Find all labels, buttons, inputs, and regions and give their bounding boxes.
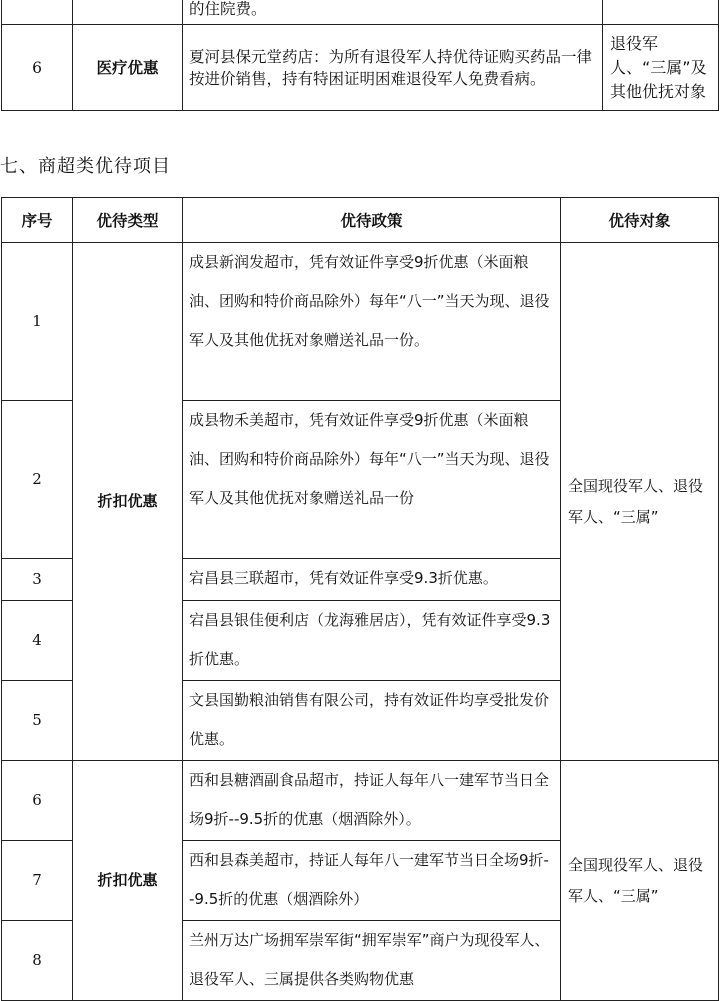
cell-policy: 宕昌县银佳便利店（龙海雅居店），凭有效证件享受9.3折优惠。 bbox=[183, 601, 561, 681]
cell-no: 4 bbox=[2, 601, 73, 681]
cell-type bbox=[73, 0, 183, 25]
cell-type: 折扣优惠 bbox=[73, 243, 183, 761]
header-type: 优待类型 bbox=[73, 198, 183, 243]
table-row bbox=[2, 25, 719, 111]
section-heading: 七、商超类优待项目 bbox=[0, 156, 171, 177]
cell-policy: 西和县森美超市，持证人每年八一建军节当日全场9折--9.5折的优惠（烟酒除外） bbox=[183, 841, 561, 921]
cell-type: 医疗优惠 bbox=[73, 25, 183, 111]
cell-no: 5 bbox=[2, 681, 73, 761]
cell-policy: 成县新润发超市，凭有效证件享受9折优惠（米面粮油、团购和特价商品除外）每年“八一”当天为现、退役军人及其他优抚对象赠送礼品一份。 bbox=[183, 243, 561, 401]
cell-target: 退役军人、“三属”及其他优抚对象 bbox=[603, 25, 719, 111]
cell-no: 1 bbox=[2, 243, 73, 401]
cell-target: 全国现役军人、退役军人、“三属” bbox=[561, 761, 719, 1001]
cell-target: 全国现役军人、退役军人、“三属” bbox=[561, 243, 719, 761]
cell-no: 6 bbox=[2, 761, 73, 841]
cell-no bbox=[2, 0, 73, 25]
cell-policy: 文县国勤粮油销售有限公司，持有效证件均享受批发价优惠。 bbox=[183, 681, 561, 761]
medical-benefits-table bbox=[1, 0, 719, 111]
cell-policy: 夏河县保元堂药店：为所有退役军人持优待证购买药品一律按进价销售，持有特困证明困难退役军人免费看病。 bbox=[183, 25, 603, 111]
cell-policy: 西和县糖酒副食品超市，持证人每年八一建军节当日全场9折--9.5折的优惠（烟酒除外）。 bbox=[183, 761, 561, 841]
header-policy: 优待政策 bbox=[183, 198, 561, 243]
cell-no: 8 bbox=[2, 921, 73, 1001]
cell-policy: 的住院费。 bbox=[183, 0, 603, 25]
table-header-row bbox=[2, 198, 719, 243]
cell-no: 2 bbox=[2, 401, 73, 559]
cell-policy: 宕昌县三联超市，凭有效证件享受9.3折优惠。 bbox=[183, 559, 561, 601]
cell-no: 7 bbox=[2, 841, 73, 921]
supermarket-benefits-table bbox=[1, 197, 719, 1001]
cell-no: 3 bbox=[2, 559, 73, 601]
header-target: 优待对象 bbox=[561, 198, 719, 243]
table-row bbox=[2, 0, 719, 25]
table-row bbox=[2, 761, 719, 841]
cell-policy: 成县物禾美超市，凭有效证件享受9折优惠（米面粮油、团购和特价商品除外）每年“八一”当天为现、退役军人及其他优抚对象赠送礼品一份 bbox=[183, 401, 561, 559]
table-row bbox=[2, 243, 719, 401]
cell-no: 6 bbox=[2, 25, 73, 111]
cell-type: 折扣优惠 bbox=[73, 761, 183, 1001]
header-no: 序号 bbox=[2, 198, 73, 243]
cell-target bbox=[603, 0, 719, 25]
cell-policy: 兰州万达广场拥军崇军街“拥军崇军”商户为现役军人、退役军人、三属提供各类购物优惠 bbox=[183, 921, 561, 1001]
